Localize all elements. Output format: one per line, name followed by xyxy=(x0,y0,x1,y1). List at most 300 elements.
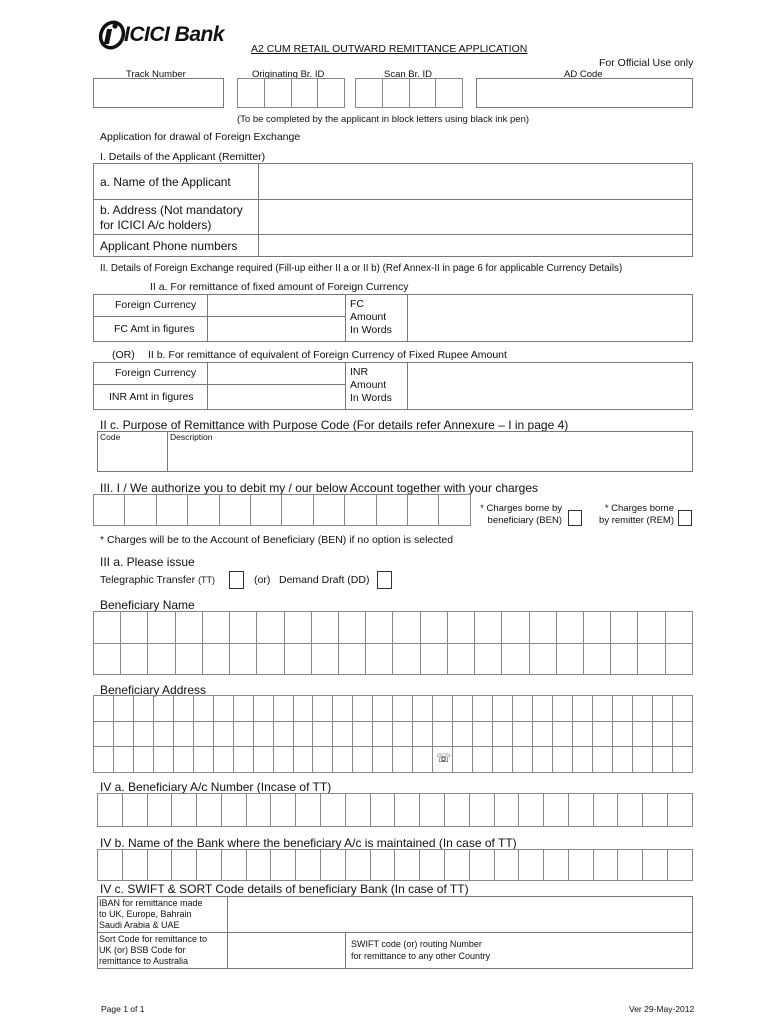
applicant-name-label: a. Name of the Applicant xyxy=(100,175,231,189)
charges-rem-label xyxy=(588,503,674,527)
iban-field[interactable] xyxy=(229,898,691,930)
rem-line-2: by remitter (REM) xyxy=(599,515,674,526)
char-cell[interactable] xyxy=(147,850,172,881)
char-cell[interactable] xyxy=(513,747,533,773)
char-cell[interactable] xyxy=(193,747,213,773)
char-cell[interactable] xyxy=(253,721,273,747)
originating-branch-label: Originating Br. ID xyxy=(252,69,325,80)
char-cell[interactable] xyxy=(469,794,494,827)
char-cell[interactable] xyxy=(494,794,519,827)
char-cell[interactable] xyxy=(502,643,529,675)
char-cell[interactable] xyxy=(221,794,246,827)
issue-or-label: (or) xyxy=(254,574,271,586)
char-cell[interactable] xyxy=(556,643,583,675)
char-cell[interactable] xyxy=(444,794,469,827)
char-cell[interactable] xyxy=(420,850,445,881)
sort-line-2: UK (or) BSB Code for xyxy=(99,945,186,955)
char-cell[interactable] xyxy=(273,721,293,747)
char-cell[interactable] xyxy=(592,747,612,773)
char-cell[interactable] xyxy=(221,850,246,881)
char-cell[interactable] xyxy=(572,696,592,722)
char-cell[interactable] xyxy=(420,794,445,827)
char-cell[interactable] xyxy=(153,721,173,747)
purpose-heading: II c. Purpose of Remittance with Purpose Code (For details refer Annexure – I in page 4) xyxy=(100,418,569,432)
char-cell[interactable] xyxy=(233,721,253,747)
char-cell[interactable] xyxy=(502,612,529,644)
char-cell[interactable] xyxy=(202,612,229,644)
char-cell[interactable] xyxy=(413,721,433,747)
scan-branch-field[interactable] xyxy=(355,78,463,108)
char-cell[interactable] xyxy=(593,850,618,881)
char-cell[interactable] xyxy=(529,643,556,675)
demand-draft-label: Demand Draft (DD) xyxy=(279,574,370,586)
ben-line-1: * Charges borne by xyxy=(480,503,562,514)
beneficiary-address-heading: Beneficiary Address xyxy=(100,683,207,697)
char-cell[interactable] xyxy=(433,696,453,722)
char-cell[interactable] xyxy=(98,850,123,881)
char-cell[interactable] xyxy=(172,794,197,827)
char-cell[interactable] xyxy=(113,721,133,747)
applicant-address-field[interactable] xyxy=(260,201,690,232)
char-cell[interactable] xyxy=(282,495,313,526)
name-row-2 xyxy=(94,643,693,675)
fc-amount-words-field[interactable] xyxy=(409,296,691,340)
track-number-field[interactable] xyxy=(93,78,224,108)
beneficiary-name-grid[interactable] xyxy=(93,611,693,675)
tt-abbr: (TT) xyxy=(198,575,216,585)
char-cell[interactable] xyxy=(632,696,652,722)
char-cell[interactable] xyxy=(321,850,346,881)
address-row-1 xyxy=(94,696,693,722)
char-cell[interactable] xyxy=(153,696,173,722)
char-cell[interactable] xyxy=(197,850,222,881)
char-cell[interactable] xyxy=(219,495,250,526)
address-row-3 xyxy=(94,747,693,773)
char-cell[interactable] xyxy=(353,721,373,747)
char-cell[interactable] xyxy=(313,747,333,773)
char-cell[interactable] xyxy=(264,79,291,108)
char-cell[interactable] xyxy=(638,643,665,675)
applicant-details-heading: I. Details of the Applicant (Remitter) xyxy=(100,151,266,163)
char-cell[interactable] xyxy=(672,696,692,722)
char-cell[interactable] xyxy=(393,612,420,644)
char-cell[interactable] xyxy=(395,794,420,827)
char-cell[interactable] xyxy=(611,643,638,675)
char-cell[interactable] xyxy=(345,850,370,881)
char-cell[interactable] xyxy=(253,696,273,722)
char-cell[interactable] xyxy=(313,696,333,722)
char-cell[interactable] xyxy=(592,721,612,747)
char-cell[interactable] xyxy=(121,612,148,644)
demand-draft-checkbox[interactable] xyxy=(377,571,392,589)
char-cell[interactable] xyxy=(172,850,197,881)
char-cell[interactable] xyxy=(296,850,321,881)
char-cell[interactable] xyxy=(618,850,643,881)
inr-amount-words-field[interactable] xyxy=(409,364,691,408)
char-cell[interactable] xyxy=(519,794,544,827)
char-cell[interactable] xyxy=(439,495,471,526)
char-cell[interactable] xyxy=(568,850,593,881)
char-cell[interactable] xyxy=(291,79,318,108)
char-cell[interactable] xyxy=(475,643,502,675)
address-label-line-1: b. Address (Not mandatory xyxy=(100,203,243,217)
tt-text: Telegraphic Transfer xyxy=(100,574,196,586)
char-cell[interactable] xyxy=(284,612,311,644)
iban-line-1: IBAN for remittance made xyxy=(99,898,203,908)
char-cell[interactable] xyxy=(436,79,463,108)
fc-amount-words-label xyxy=(350,298,392,337)
char-cell[interactable] xyxy=(420,612,447,644)
ad-code-label: AD Code xyxy=(564,69,603,80)
inr-amount-figures-field[interactable] xyxy=(209,386,343,408)
char-cell[interactable] xyxy=(373,747,393,773)
char-cell[interactable] xyxy=(393,643,420,675)
swift-line-2: for remittance to any other Country xyxy=(351,951,491,961)
char-cell[interactable] xyxy=(333,747,353,773)
inr-words-line-2: Amount xyxy=(350,379,387,391)
applicant-name-field[interactable] xyxy=(260,165,690,197)
swift-code-label xyxy=(351,938,490,962)
char-cell[interactable] xyxy=(475,612,502,644)
char-cell[interactable] xyxy=(133,721,153,747)
applicant-phone-label: Applicant Phone numbers xyxy=(100,239,238,253)
char-cell[interactable] xyxy=(376,495,407,526)
char-cell[interactable] xyxy=(213,747,233,773)
char-cell[interactable] xyxy=(366,612,393,644)
char-cell[interactable] xyxy=(113,747,133,773)
track-number-label: Track Number xyxy=(126,69,186,80)
char-cell[interactable] xyxy=(572,721,592,747)
iban-label xyxy=(99,898,203,931)
char-cell[interactable] xyxy=(433,721,453,747)
char-cell[interactable] xyxy=(94,696,114,722)
char-cell[interactable] xyxy=(643,794,668,827)
char-cell[interactable] xyxy=(313,495,344,526)
char-cell[interactable] xyxy=(230,643,257,675)
address-row-2 xyxy=(94,721,693,747)
char-cell[interactable] xyxy=(94,612,121,644)
char-cell[interactable] xyxy=(156,495,187,526)
char-cell[interactable] xyxy=(94,747,114,773)
sort-code-label xyxy=(99,934,207,967)
char-cell[interactable] xyxy=(293,721,313,747)
beneficiary-address-grid[interactable] xyxy=(93,695,693,773)
char-cell[interactable] xyxy=(98,794,123,827)
char-cell[interactable] xyxy=(611,612,638,644)
char-cell[interactable] xyxy=(257,643,284,675)
char-cell[interactable] xyxy=(395,850,420,881)
char-cell[interactable] xyxy=(373,696,393,722)
scan-branch-label: Scan Br. ID xyxy=(384,69,433,80)
phone-icon: ☏ xyxy=(436,751,452,765)
char-cell[interactable] xyxy=(568,794,593,827)
char-cell[interactable] xyxy=(193,696,213,722)
inr-words-line-1: INR xyxy=(350,366,369,378)
char-cell[interactable] xyxy=(583,612,610,644)
char-cell[interactable] xyxy=(612,747,632,773)
char-cell[interactable] xyxy=(652,747,672,773)
bank-logo-icon xyxy=(98,20,126,50)
char-cell[interactable] xyxy=(122,850,147,881)
char-cell[interactable] xyxy=(197,794,222,827)
char-cell[interactable] xyxy=(284,643,311,675)
char-cell[interactable] xyxy=(271,794,296,827)
char-cell[interactable] xyxy=(373,721,393,747)
char-cell[interactable] xyxy=(652,696,672,722)
char-cell[interactable] xyxy=(246,850,271,881)
char-cell[interactable] xyxy=(493,696,513,722)
char-cell[interactable] xyxy=(125,495,156,526)
char-cell[interactable] xyxy=(552,721,572,747)
swift-code-field[interactable] xyxy=(510,934,691,967)
char-cell[interactable] xyxy=(173,721,193,747)
char-cell[interactable] xyxy=(552,696,572,722)
inr-words-line-3: In Words xyxy=(350,392,392,404)
originating-branch-field[interactable] xyxy=(237,78,345,108)
char-cell[interactable] xyxy=(370,850,395,881)
bank-name: ICICI Bank xyxy=(124,23,225,46)
char-cell[interactable] xyxy=(233,696,253,722)
char-cell[interactable] xyxy=(356,79,383,108)
swift-line-1: SWIFT code (or) routing Number xyxy=(351,939,482,949)
section-iib-heading: II b. For remittance of equivalent of Foreign Currency of Fixed Rupee Amount xyxy=(148,349,507,361)
fc-currency-field[interactable] xyxy=(209,296,343,314)
char-cell[interactable] xyxy=(370,794,395,827)
char-cell[interactable] xyxy=(409,79,436,108)
purpose-code-field[interactable] xyxy=(99,443,165,470)
char-cell[interactable] xyxy=(133,747,153,773)
char-cell[interactable] xyxy=(353,747,373,773)
char-cell[interactable] xyxy=(672,721,692,747)
applicant-phone-field[interactable] xyxy=(260,236,690,255)
char-cell[interactable] xyxy=(493,747,513,773)
char-cell[interactable] xyxy=(592,696,612,722)
char-cell[interactable] xyxy=(257,612,284,644)
char-cell[interactable] xyxy=(94,721,114,747)
ben-line-2: beneficiary (BEN) xyxy=(487,515,562,526)
official-use-label: For Official Use only xyxy=(599,57,694,69)
char-cell[interactable] xyxy=(382,79,409,108)
char-cell[interactable] xyxy=(420,643,447,675)
char-cell[interactable] xyxy=(175,643,202,675)
char-cell[interactable] xyxy=(311,612,338,644)
char-cell[interactable] xyxy=(296,794,321,827)
application-title: Application for drawal of Foreign Exchange xyxy=(100,131,301,143)
char-cell[interactable] xyxy=(513,721,533,747)
char-cell[interactable] xyxy=(230,612,257,644)
char-cell[interactable] xyxy=(393,696,413,722)
char-cell[interactable] xyxy=(494,850,519,881)
char-cell[interactable] xyxy=(338,612,365,644)
char-cell[interactable] xyxy=(251,495,282,526)
fc-words-line-1: FC xyxy=(350,298,364,310)
char-cell[interactable] xyxy=(338,643,365,675)
char-cell[interactable] xyxy=(148,612,175,644)
char-cell[interactable] xyxy=(318,79,345,108)
please-issue-heading: III a. Please issue xyxy=(100,555,195,569)
char-cell[interactable] xyxy=(273,747,293,773)
name-row-1 xyxy=(94,612,693,644)
char-cell[interactable] xyxy=(333,696,353,722)
applicant-address-label xyxy=(100,203,243,233)
char-cell[interactable] xyxy=(213,696,233,722)
char-cell[interactable] xyxy=(667,850,692,881)
char-cell[interactable] xyxy=(313,721,333,747)
account-number-field[interactable] xyxy=(93,494,471,526)
char-cell[interactable] xyxy=(593,794,618,827)
char-cell[interactable] xyxy=(447,612,474,644)
iban-line-3: Saudi Arabia & UAE xyxy=(99,920,180,930)
form-version: Ver 29-May-2012 xyxy=(629,1004,695,1014)
char-cell[interactable] xyxy=(148,643,175,675)
char-cell[interactable] xyxy=(665,612,692,644)
char-cell[interactable] xyxy=(238,79,265,108)
char-cell[interactable] xyxy=(273,696,293,722)
char-cell[interactable] xyxy=(632,747,652,773)
bank-logo xyxy=(98,20,248,52)
char-cell[interactable] xyxy=(493,721,513,747)
char-cell[interactable] xyxy=(147,794,172,827)
fc-words-line-3: In Words xyxy=(350,324,392,336)
swift-sort-heading: IV c. SWIFT & SORT Code details of beneficiary Bank (In case of TT) xyxy=(100,882,469,896)
char-cell[interactable] xyxy=(366,643,393,675)
page-number: Page 1 of 1 xyxy=(101,1004,145,1014)
char-cell[interactable] xyxy=(447,643,474,675)
telegraphic-transfer-label xyxy=(100,574,215,586)
char-cell[interactable] xyxy=(121,643,148,675)
char-cell[interactable] xyxy=(345,495,376,526)
iib-currency-label: Foreign Currency xyxy=(115,367,197,379)
char-cell[interactable] xyxy=(413,747,433,773)
char-cell[interactable] xyxy=(293,747,313,773)
sort-line-1: Sort Code for remittance to xyxy=(99,934,208,944)
ad-code-field[interactable] xyxy=(476,78,693,108)
char-cell[interactable] xyxy=(293,696,313,722)
char-cell[interactable] xyxy=(233,747,253,773)
char-cell[interactable] xyxy=(612,696,632,722)
char-cell[interactable] xyxy=(672,747,692,773)
char-cell[interactable] xyxy=(153,747,173,773)
char-cell[interactable] xyxy=(311,643,338,675)
char-cell[interactable] xyxy=(556,612,583,644)
char-cell[interactable] xyxy=(572,747,592,773)
char-cell[interactable] xyxy=(122,794,147,827)
beneficiary-bank-heading: IV b. Name of the Bank where the beneficiary A/c is maintained (In case of TT) xyxy=(100,836,517,850)
sort-code-field[interactable] xyxy=(229,934,343,967)
purpose-description-field[interactable] xyxy=(169,443,691,470)
charges-rem-checkbox[interactable] xyxy=(678,510,692,526)
char-cell[interactable] xyxy=(532,721,552,747)
char-cell[interactable] xyxy=(667,794,692,827)
iban-line-2: to UK, Europe, Bahrain xyxy=(99,909,192,919)
char-cell[interactable] xyxy=(643,850,668,881)
char-cell[interactable] xyxy=(532,696,552,722)
char-cell[interactable] xyxy=(469,850,494,881)
fc-amount-figures-field[interactable] xyxy=(209,318,343,340)
char-cell[interactable] xyxy=(529,612,556,644)
char-cell[interactable] xyxy=(175,612,202,644)
char-cell[interactable] xyxy=(188,495,219,526)
char-cell[interactable] xyxy=(113,696,133,722)
section-iia-heading: II a. For remittance of fixed amount of Foreign Currency xyxy=(150,281,409,293)
char-cell[interactable] xyxy=(393,721,413,747)
char-cell[interactable] xyxy=(665,643,692,675)
char-cell[interactable] xyxy=(544,794,569,827)
char-cell[interactable] xyxy=(202,643,229,675)
foreign-exchange-heading: II. Details of Foreign Exchange required (Fill-up either II a or II b) (Ref Annex-II in page 6 for applicable Currency Details) xyxy=(100,263,623,274)
char-cell[interactable] xyxy=(94,643,121,675)
char-cell[interactable] xyxy=(333,721,353,747)
char-cell[interactable] xyxy=(618,794,643,827)
char-cell[interactable] xyxy=(94,495,125,526)
telegraphic-transfer-checkbox[interactable] xyxy=(229,571,244,589)
char-cell[interactable] xyxy=(473,696,493,722)
char-cell[interactable] xyxy=(612,721,632,747)
char-cell[interactable] xyxy=(321,794,346,827)
beneficiary-bank-grid[interactable] xyxy=(97,849,693,881)
char-cell[interactable] xyxy=(583,643,610,675)
char-cell[interactable] xyxy=(213,721,233,747)
char-cell[interactable] xyxy=(519,850,544,881)
beneficiary-account-heading: IV a. Beneficiary A/c Number (Incase of TT) xyxy=(100,780,332,794)
char-cell[interactable] xyxy=(408,495,439,526)
char-cell[interactable] xyxy=(173,747,193,773)
charges-ben-label xyxy=(470,503,562,527)
char-cell[interactable] xyxy=(353,696,373,722)
char-cell[interactable] xyxy=(552,747,572,773)
char-cell[interactable] xyxy=(271,850,296,881)
purpose-code-label: Code xyxy=(100,432,121,442)
char-cell[interactable] xyxy=(632,721,652,747)
char-cell[interactable] xyxy=(473,747,493,773)
char-cell[interactable] xyxy=(638,612,665,644)
form-title: A2 CUM RETAIL OUTWARD REMITTANCE APPLICATION xyxy=(251,43,528,55)
iib-currency-field[interactable] xyxy=(209,364,343,382)
char-cell[interactable] xyxy=(453,721,473,747)
char-cell[interactable] xyxy=(652,721,672,747)
char-cell[interactable] xyxy=(532,747,552,773)
fc-amount-figures-label: FC Amt in figures xyxy=(114,323,195,335)
address-label-line-2: for ICICI A/c holders) xyxy=(100,218,212,232)
beneficiary-name-heading: Beneficiary Name xyxy=(100,598,195,612)
char-cell[interactable] xyxy=(513,696,533,722)
or-label: (OR) xyxy=(112,349,135,361)
instructions-text: (To be completed by the applicant in block letters using black ink pen) xyxy=(237,114,530,125)
fc-words-line-2: Amount xyxy=(350,311,387,323)
debit-authorization-heading: III. I / We authorize you to debit my / our below Account together with your charges xyxy=(100,481,539,495)
sort-line-3: remittance to Australia xyxy=(99,956,189,966)
charges-ben-checkbox[interactable] xyxy=(568,510,582,526)
char-cell[interactable] xyxy=(413,696,433,722)
char-cell[interactable] xyxy=(393,747,413,773)
char-cell[interactable] xyxy=(544,850,569,881)
char-cell[interactable] xyxy=(193,721,213,747)
charges-note: * Charges will be to the Account of Beneficiary (BEN) if no option is selected xyxy=(100,534,454,546)
rem-line-1: * Charges borne xyxy=(604,503,674,514)
inr-amount-words-label xyxy=(350,366,392,405)
char-cell[interactable] xyxy=(173,696,193,722)
char-cell[interactable] xyxy=(133,696,153,722)
inr-amount-figures-label: INR Amt in figures xyxy=(109,391,194,403)
char-cell[interactable] xyxy=(453,747,473,773)
char-cell[interactable] xyxy=(473,721,493,747)
char-cell[interactable] xyxy=(246,794,271,827)
char-cell[interactable] xyxy=(253,747,273,773)
char-cell[interactable] xyxy=(453,696,473,722)
char-cell[interactable] xyxy=(444,850,469,881)
char-cell[interactable] xyxy=(345,794,370,827)
beneficiary-account-grid[interactable] xyxy=(97,793,693,827)
